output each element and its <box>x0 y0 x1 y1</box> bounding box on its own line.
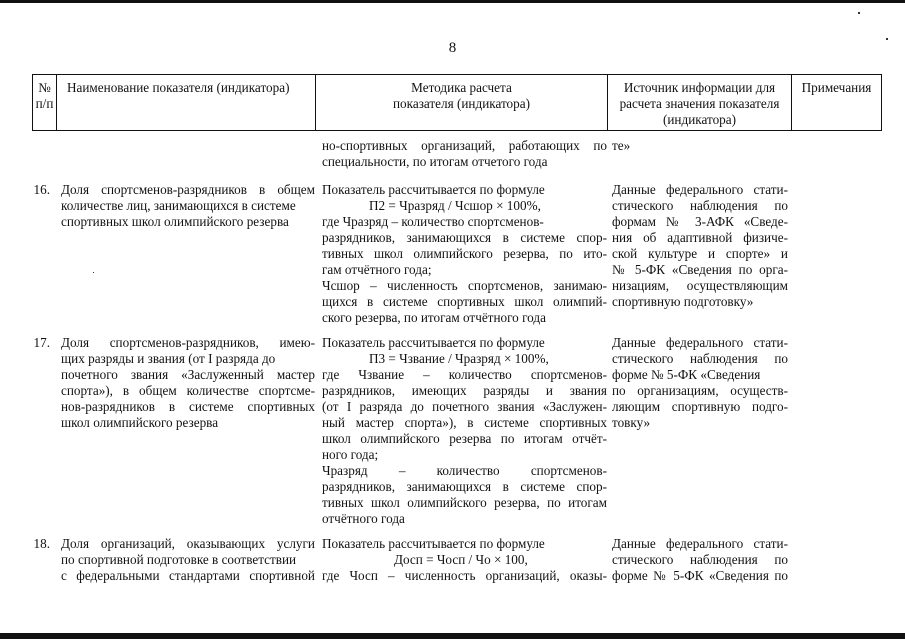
page-number: 8 <box>448 40 457 56</box>
row-18-number: 18. <box>33 536 50 551</box>
header-source: Источник информации для расчета значения показателя (индикатора) <box>619 80 780 127</box>
row-17-source: Данные федерального стати- стического наблюдения по форме № 5-ФК «Сведения по организациям, осуществ- ляющим спортивную подго- товку» <box>612 335 788 430</box>
row-18-source: Данные федерального стати- стического наблюдения по форме № 5-ФК «Сведения по <box>612 536 788 583</box>
header-notes: Примечания <box>801 80 872 95</box>
header-name: Наименование показателя (индикатора) <box>67 80 290 95</box>
bottom-scan-border <box>0 633 905 639</box>
row-16-name: Доля спортсменов-разрядников в общем количестве лиц, занимающихся в системе спортивных школ олимпийского резерва <box>61 182 315 229</box>
header-bottom-border <box>32 130 882 131</box>
row-17-number: 17. <box>33 335 50 350</box>
row-16-source: Данные федерального стати- стического наблюдения по формам № 3-АФК «Сведе- ния об адаптивной физиче- ской культуре и спорте» и № 5-ФК «Сведения по орга- низациям, осуществляющим спортивную подготовку» <box>612 182 788 309</box>
row-17-name: Доля спортсменов-разрядников, имею- щих разряды и звания (от I разряда до почетного звания «Заслуженный мастер спорта»), в общем количестве спортсме- нов-разрядников в системе спортивных школ олимпийского резерва <box>61 335 315 430</box>
table-header <box>32 74 882 131</box>
row-16-number: 16. <box>33 182 50 197</box>
row-17-method: Показатель рассчитывается по формуле П3 = Чзвание / Чразряд × 100%, где Чзвание – количество спортсменов- разрядников, имеющих разряды и звания (от I разряда до почетного звания «Заслужен- ный мастер спорта»), в системе спортивных школ олимпийского резерва по итогам отчёт- ного года; Чразряд – количество спортсменов- разрядников, занимающихся в системе спор- тивных школ олимпийского резерва, по итогам отчётного года <box>322 335 607 526</box>
top-scan-border <box>0 0 905 3</box>
row-16-method: Показатель рассчитывается по формуле П2 = Чразряд / Чсшор × 100%, где Чразряд – количество спортсменов- разрядников, занимающихся в системе спор- тивных школ олимпийского резерва, по ито- гам отчётного года; Чсшор – численность спортсменов, занимаю- щихся в системе спортивных школ олимпий- ского резерва, по итогам отчётного года <box>322 182 607 325</box>
row-18-name: Доля организаций, оказывающих услуги по спортивной подготовке в соответствии с федеральными стандартами спортивной <box>61 536 315 583</box>
row-18-method: Показатель рассчитывается по формуле Досп = Чосп / Чо × 100, где Чосп – численность организаций, оказы- <box>322 536 607 583</box>
scan-speck <box>858 12 860 14</box>
header-number: № п/п <box>35 80 54 111</box>
continuation-source: те» <box>612 138 631 153</box>
continuation-method: но-спортивных организаций, работающих по специальности, по итогам отчетого года <box>322 138 607 169</box>
column-divider <box>881 74 882 131</box>
header-top-border <box>32 74 882 75</box>
scan-speck <box>93 272 94 273</box>
header-method: Методика расчета показателя (индикатора) <box>392 80 530 111</box>
